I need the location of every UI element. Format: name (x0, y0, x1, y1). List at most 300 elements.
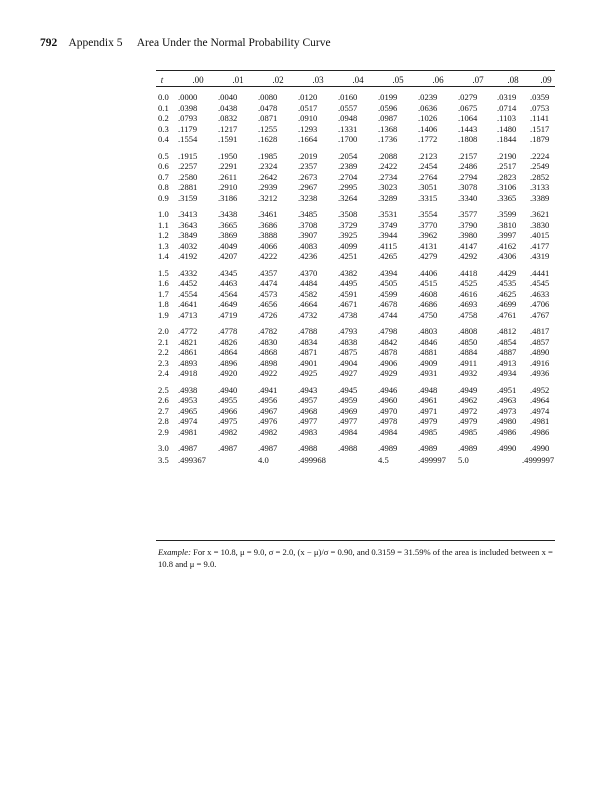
table-cell: .4963 (497, 395, 517, 405)
column-header: .00 (192, 75, 204, 85)
table-cell: .4798 (378, 326, 398, 336)
table-cell: .0910 (298, 113, 318, 123)
table-cell: .2123 (418, 150, 438, 161)
table-cell: .4726 (258, 309, 278, 320)
table-cell: .4971 (418, 405, 438, 416)
table-cell: .4881 (418, 347, 438, 357)
table-cell: .2580 (178, 171, 198, 182)
table-cell: .4868 (258, 347, 278, 357)
table-cell: .4968 (298, 405, 318, 416)
table-cell: .2291 (218, 161, 238, 171)
table-cell: .2823 (497, 171, 517, 182)
table-cell: .0596 (378, 102, 398, 113)
table-cell: .0675 (458, 102, 478, 113)
table-cell: .0199 (378, 92, 398, 102)
row-label: 0.9 (158, 192, 169, 203)
row-label: 2.7 (158, 405, 169, 416)
table-cell: .3023 (378, 182, 398, 192)
table-cell: .4452 (178, 278, 198, 288)
table-cell: .2704 (338, 171, 358, 182)
table-cell: .3159 (178, 192, 198, 203)
table-cell: .4429 (497, 267, 517, 278)
appendix-label: Appendix 5 (68, 37, 123, 49)
table-cell: .4918 (178, 368, 198, 378)
table-cell: .4953 (178, 395, 198, 405)
table-cell: .4131 (418, 240, 438, 251)
table-cell: .4554 (178, 288, 198, 299)
table-cell: .3599 (497, 209, 517, 219)
example-text: For x = 10.8, μ = 9.0, σ = 2.0, (x − μ)/σ = 0.90, and 0.3159 = 31.59% of the area is included between x = 10.8 and μ = 9.0. (158, 547, 553, 569)
table-cell: .4929 (378, 368, 398, 378)
table-cell: .4906 (378, 357, 398, 368)
table-cell: .0160 (338, 92, 358, 102)
table-cell: .0080 (258, 92, 278, 102)
table-cell: .3289 (378, 192, 398, 203)
row-label: 1.3 (158, 240, 169, 251)
table-cell: .2549 (530, 161, 550, 171)
table-cell: .4951 (497, 384, 517, 395)
table-cell: .4192 (178, 251, 198, 261)
table-cell: .2019 (298, 150, 318, 161)
table-cell: .3078 (458, 182, 478, 192)
table-cell: .4066 (258, 240, 278, 251)
table-cell: .1554 (178, 134, 198, 144)
table-cell: .4778 (218, 326, 238, 336)
table-cell: .3729 (338, 219, 358, 230)
table-cell: .4887 (497, 347, 517, 357)
table-cell: .2357 (298, 161, 318, 171)
table-bottom-rule (156, 540, 555, 541)
table-cell: .4970 (378, 405, 398, 416)
table-cell: .4265 (378, 251, 398, 261)
table-cell: .4932 (458, 368, 478, 378)
table-cell: .2764 (418, 171, 438, 182)
table-cell: .2910 (218, 182, 238, 192)
table-cell: .4564 (218, 288, 238, 299)
table-cell: .4952 (530, 384, 550, 395)
table-cell: .4967 (258, 405, 278, 416)
table-cell: .3810 (497, 219, 517, 230)
table-cell: .0948 (338, 113, 358, 123)
table-cell: .4842 (378, 336, 398, 347)
extra-row-t: 3.5 (158, 454, 169, 465)
table-cell: .4525 (458, 278, 478, 288)
table-cell: .3438 (218, 209, 238, 219)
table-cell: .3925 (338, 230, 358, 240)
table-cell: .1517 (530, 123, 550, 134)
table-cell: .4984 (378, 426, 398, 437)
table-cell: .4015 (530, 230, 550, 240)
table-cell: .3962 (418, 230, 438, 240)
table-cell: .4370 (298, 267, 318, 278)
table-cell: .4987 (258, 443, 278, 453)
table-cell: .1217 (218, 123, 238, 134)
row-label: 0.7 (158, 171, 169, 182)
table-cell: .2939 (258, 182, 278, 192)
table-cell: .2324 (258, 161, 278, 171)
table-cell: .4990 (497, 443, 517, 453)
table-cell: .1480 (497, 123, 517, 134)
table-cell: .4973 (497, 405, 517, 416)
column-header: .07 (472, 75, 484, 85)
table-cell: .4812 (497, 326, 517, 336)
table-cell: .1700 (338, 134, 358, 144)
table-cell: .4934 (497, 368, 517, 378)
table-cell: .4976 (258, 416, 278, 426)
table-cell: .4788 (298, 326, 318, 336)
extra-row-t: 4.0 (258, 454, 269, 465)
table-cell: .3686 (258, 219, 278, 230)
table-cell: .1950 (218, 150, 238, 161)
table-cell: .4946 (378, 384, 398, 395)
table-cell: .4913 (497, 357, 517, 368)
row-label: 0.4 (158, 134, 169, 144)
table-cell: .0319 (497, 92, 517, 102)
row-label: 1.9 (158, 309, 169, 320)
table-cell: .3413 (178, 209, 198, 219)
table-cell: .4875 (338, 347, 358, 357)
table-cell: .3264 (338, 192, 358, 203)
table-cell: .3849 (178, 230, 198, 240)
table-cell: .2642 (258, 171, 278, 182)
table-cell: .4981 (530, 416, 550, 426)
table-cell: .1331 (338, 123, 358, 134)
table-cell: .4896 (218, 357, 238, 368)
table-cell: .4641 (178, 299, 198, 309)
table-cell: .0438 (218, 102, 238, 113)
row-label: 2.3 (158, 357, 169, 368)
row-label: 1.0 (158, 209, 169, 219)
table-cell: .4515 (418, 278, 438, 288)
table-cell: .4987 (178, 443, 198, 453)
table-cell: .1293 (298, 123, 318, 134)
table-cell: .4382 (338, 267, 358, 278)
table-cell: .4920 (218, 368, 238, 378)
page-number: 792 (40, 37, 58, 49)
table-cell: .4909 (418, 357, 438, 368)
table-cell: .4236 (298, 251, 318, 261)
table-cell: .4974 (530, 405, 550, 416)
table-cell: .3888 (258, 230, 278, 240)
table-cell: .4649 (218, 299, 238, 309)
row-label: 2.6 (158, 395, 169, 405)
row-label: 1.6 (158, 278, 169, 288)
table-cell: .4969 (338, 405, 358, 416)
table-cell: .4977 (298, 416, 318, 426)
table-cell: .2157 (458, 150, 478, 161)
table-cell: .1591 (218, 134, 238, 144)
table-cell: .4988 (338, 443, 358, 453)
table-cell: .4599 (378, 288, 398, 299)
table-cell: .1879 (530, 134, 550, 144)
table-cell: .4850 (458, 336, 478, 347)
table-cell: .4357 (258, 267, 278, 278)
column-header: .06 (432, 75, 444, 85)
table-cell: .4608 (418, 288, 438, 299)
table-cell: .4901 (298, 357, 318, 368)
row-label: 1.4 (158, 251, 169, 261)
table-cell: .1103 (497, 113, 517, 123)
table-cell: .4177 (530, 240, 550, 251)
table-cell: .1368 (378, 123, 398, 134)
table-cell: .4957 (298, 395, 318, 405)
row-label: 2.9 (158, 426, 169, 437)
row-label: 1.5 (158, 267, 169, 278)
table-cell: .2257 (178, 161, 198, 171)
table-cell: .4484 (298, 278, 318, 288)
table-cell: .0279 (458, 92, 478, 102)
table-cell: .4826 (218, 336, 238, 347)
table-cell: .0040 (218, 92, 238, 102)
table-cell: .4961 (418, 395, 438, 405)
table-cell: .4591 (338, 288, 358, 299)
table-cell: .3830 (530, 219, 550, 230)
table-cell: .0239 (418, 92, 438, 102)
table-cell: .4990 (530, 443, 550, 453)
table-cell: .4319 (530, 251, 550, 261)
table-cell: .4394 (378, 267, 398, 278)
table-cell: .4207 (218, 251, 238, 261)
column-header-t: t (160, 75, 164, 85)
table-cell: .4989 (378, 443, 398, 453)
table-cell: .4911 (458, 357, 478, 368)
table-cell: .2224 (530, 150, 550, 161)
table-cell: .0832 (218, 113, 238, 123)
table-cell: .4693 (458, 299, 478, 309)
row-label: 0.1 (158, 102, 169, 113)
table-cell: .3485 (298, 209, 318, 219)
table-cell: .4535 (497, 278, 517, 288)
table-cell: .4965 (178, 405, 198, 416)
column-header: .03 (312, 75, 324, 85)
table-cell: .4962 (458, 395, 478, 405)
table-cell: .4949 (458, 384, 478, 395)
table-cell: .4767 (530, 309, 550, 320)
table-cell: .4979 (458, 416, 478, 426)
table-cell: .4956 (258, 395, 278, 405)
table-cell: .4988 (298, 443, 318, 453)
table-cell: .4573 (258, 288, 278, 299)
table-cell: .0000 (178, 92, 198, 102)
table-cell: .4441 (530, 267, 550, 278)
table-cell: .4966 (218, 405, 238, 416)
table-cell: .4964 (530, 395, 550, 405)
table-cell: .4864 (218, 347, 238, 357)
table-cell: .4279 (418, 251, 438, 261)
table-cell: .4846 (418, 336, 438, 347)
table-cell: .4772 (178, 326, 198, 336)
table-cell: .3708 (298, 219, 318, 230)
table-cell: .4251 (338, 251, 358, 261)
table-cell: .0753 (530, 102, 550, 113)
table-cell: .4982 (258, 426, 278, 437)
extra-row-value: .499997 (418, 454, 446, 465)
table-cell: .4925 (298, 368, 318, 378)
table-cell: .2486 (458, 161, 478, 171)
table-cell: .4979 (418, 416, 438, 426)
table-cell: .4977 (338, 416, 358, 426)
table-cell: .4984 (338, 426, 358, 437)
row-label: 0.2 (158, 113, 169, 123)
table-cell: .4983 (298, 426, 318, 437)
table-cell: .1772 (418, 134, 438, 144)
table-cell: .4505 (378, 278, 398, 288)
table-cell: .0636 (418, 102, 438, 113)
row-label: 0.6 (158, 161, 169, 171)
row-label: 3.0 (158, 443, 169, 453)
row-label: 0.8 (158, 182, 169, 192)
table-cell: .3554 (418, 209, 438, 219)
table-cell: .4989 (458, 443, 478, 453)
table-cell: .3461 (258, 209, 278, 219)
table-cell: .4656 (258, 299, 278, 309)
table-cell: .4732 (298, 309, 318, 320)
table-cell: .4545 (530, 278, 550, 288)
extra-row-t: 5.0 (458, 454, 469, 465)
table-cell: .2190 (497, 150, 517, 161)
table-cell: .4857 (530, 336, 550, 347)
row-label: 2.2 (158, 347, 169, 357)
table-cell: .3980 (458, 230, 478, 240)
table-cell: .4406 (418, 267, 438, 278)
table-cell: .2673 (298, 171, 318, 182)
table-cell: .4893 (178, 357, 198, 368)
table-cell: .4878 (378, 347, 398, 357)
table-cell: .4744 (378, 309, 398, 320)
table-cell: .3643 (178, 219, 198, 230)
table-cell: .4761 (497, 309, 517, 320)
column-header: .05 (392, 75, 404, 85)
table-cell: .4854 (497, 336, 517, 347)
table-cell: .4941 (258, 384, 278, 395)
table-cell: .4981 (178, 426, 198, 437)
table-cell: .4975 (218, 416, 238, 426)
table-cell: .2794 (458, 171, 478, 182)
row-label: 0.5 (158, 150, 169, 161)
table-cell: .4803 (418, 326, 438, 336)
table-cell: .4292 (458, 251, 478, 261)
table-cell: .4664 (298, 299, 318, 309)
table-cell: .3186 (218, 192, 238, 203)
table-cell: .4945 (338, 384, 358, 395)
table-cell: .1064 (458, 113, 478, 123)
table-cell: .3106 (497, 182, 517, 192)
table-cell: .4699 (497, 299, 517, 309)
table-cell: .4032 (178, 240, 198, 251)
column-header: .08 (507, 75, 519, 85)
table-cell: .4782 (258, 326, 278, 336)
table-cell: .4982 (218, 426, 238, 437)
table-cell: .0359 (530, 92, 550, 102)
table-cell: .4955 (218, 395, 238, 405)
table-cell: .3749 (378, 219, 398, 230)
column-header: .01 (232, 75, 244, 85)
table-cell: .4959 (338, 395, 358, 405)
table-cell: .1255 (258, 123, 278, 134)
table-cell: .1915 (178, 150, 198, 161)
table-cell: .3770 (418, 219, 438, 230)
table-cell: .4817 (530, 326, 550, 336)
table-cell: .2054 (338, 150, 358, 161)
table-cell: .0871 (258, 113, 278, 123)
table-cell: .4474 (258, 278, 278, 288)
table-cell: .0714 (497, 102, 517, 113)
row-label: 1.8 (158, 299, 169, 309)
table-cell: .4750 (418, 309, 438, 320)
table-cell: .4793 (338, 326, 358, 336)
table-cell: .0398 (178, 102, 198, 113)
extra-row-value: .499968 (298, 454, 326, 465)
example-lead: Example: (158, 547, 191, 557)
table-cell: .4162 (497, 240, 517, 251)
column-header: .09 (540, 75, 552, 85)
table-cell: .4871 (298, 347, 318, 357)
table-cell: .3665 (218, 219, 238, 230)
example-note (158, 546, 556, 570)
table-cell: .2995 (338, 182, 358, 192)
row-label: 1.7 (158, 288, 169, 299)
table-cell: .2517 (497, 161, 517, 171)
table-cell: .4938 (178, 384, 198, 395)
table-cell: .4830 (258, 336, 278, 347)
table-cell: .4943 (298, 384, 318, 395)
table-cell: .1141 (530, 113, 550, 123)
table-cell: .4345 (218, 267, 238, 278)
table-cell: .4989 (418, 443, 438, 453)
table-cell: .3621 (530, 209, 550, 219)
table-cell: .4147 (458, 240, 478, 251)
table-cell: .4834 (298, 336, 318, 347)
table-cell: .4713 (178, 309, 198, 320)
table-cell: .4922 (258, 368, 278, 378)
table-cell: .3365 (497, 192, 517, 203)
table-cell: .2389 (338, 161, 358, 171)
table-cell: .0517 (298, 102, 318, 113)
table-cell: .4986 (530, 426, 550, 437)
table-cell: .4633 (530, 288, 550, 299)
table-cell: .0793 (178, 113, 198, 123)
table-cell: .4821 (178, 336, 198, 347)
table-cell: .3907 (298, 230, 318, 240)
table-cell: .2422 (378, 161, 398, 171)
table-cell: .3389 (530, 192, 550, 203)
table-cell: .4678 (378, 299, 398, 309)
table-cell: .4904 (338, 357, 358, 368)
table-cell: .4980 (497, 416, 517, 426)
extra-row-value: .499367 (178, 454, 206, 465)
table-cell: .4890 (530, 347, 550, 357)
table-cell: .4838 (338, 336, 358, 347)
table-cell: .4986 (497, 426, 517, 437)
table-cell: .4671 (338, 299, 358, 309)
table-cell: .4332 (178, 267, 198, 278)
table-cell: .4985 (418, 426, 438, 437)
table-cell: .3133 (530, 182, 550, 192)
row-label: 2.0 (158, 326, 169, 336)
table-cell: .1985 (258, 150, 278, 161)
table-cell: .4758 (458, 309, 478, 320)
table-cell: .4898 (258, 357, 278, 368)
table-cell: .4625 (497, 288, 517, 299)
row-label: 0.0 (158, 92, 169, 102)
table-cell: .4083 (298, 240, 318, 251)
row-label: 2.1 (158, 336, 169, 347)
row-label: 1.1 (158, 219, 169, 230)
table-cell: .3340 (458, 192, 478, 203)
table-cell: .4936 (530, 368, 550, 378)
table-cell: .2881 (178, 182, 198, 192)
row-label: 2.8 (158, 416, 169, 426)
